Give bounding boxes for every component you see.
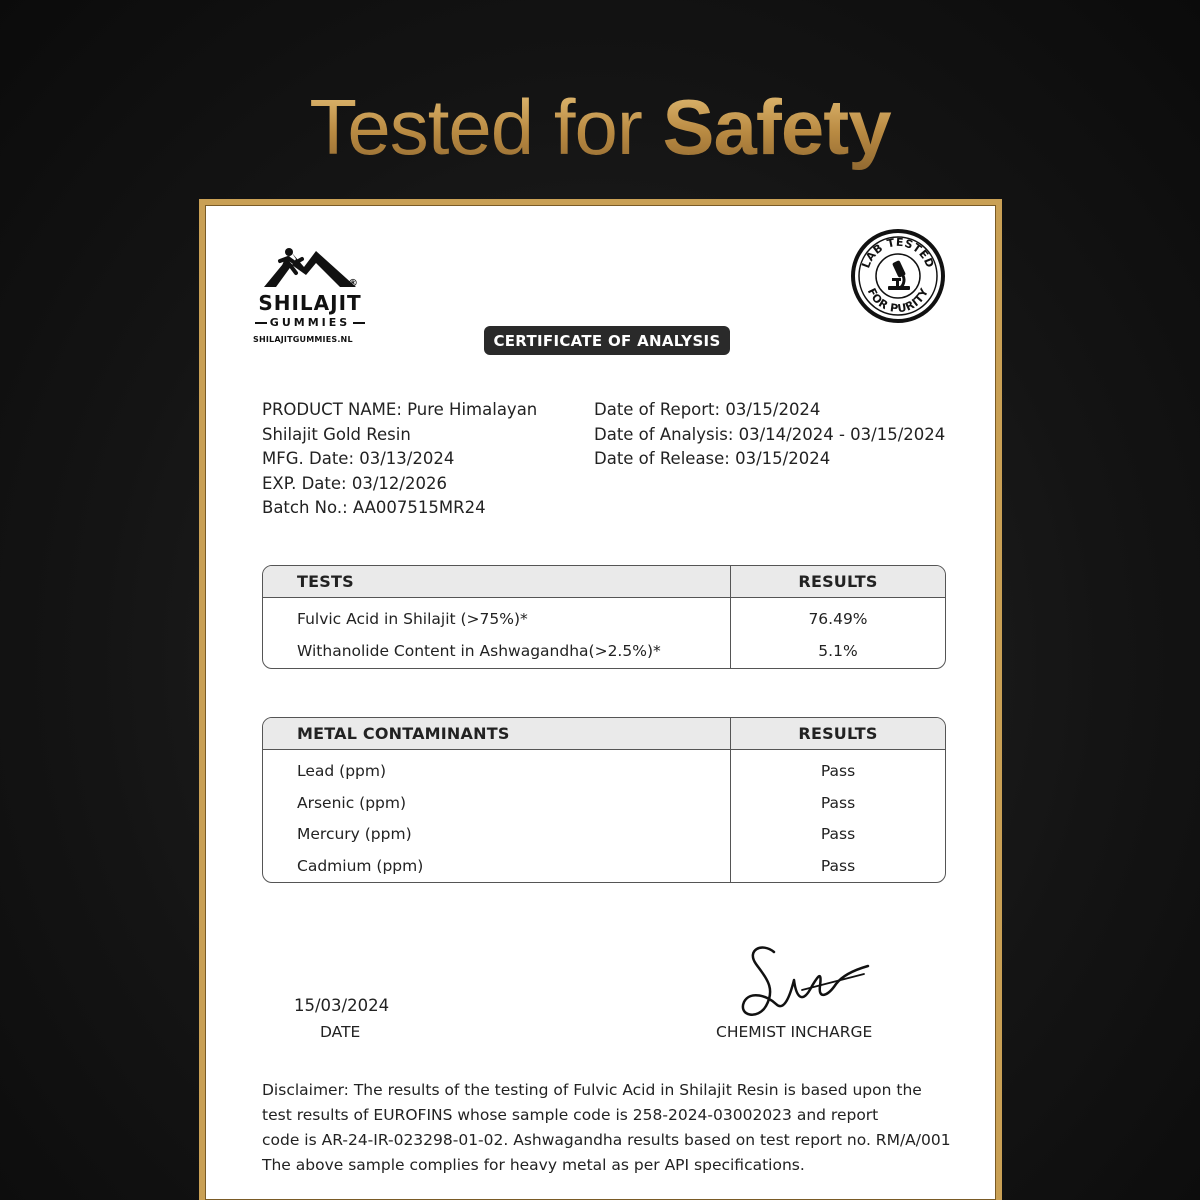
- batch-no: Batch No.: AA007515MR24: [262, 498, 486, 517]
- certificate-sheet: [199, 199, 1002, 1200]
- disclaimer-line: The above sample complies for heavy metal as per API specifications.: [262, 1156, 805, 1174]
- tests-header-name: TESTS: [263, 566, 731, 597]
- headline-bold: Safety: [662, 83, 891, 171]
- chemist-incharge-label: CHEMIST INCHARGE: [716, 1023, 873, 1041]
- table-row-name: Mercury (ppm): [297, 825, 412, 843]
- disclaimer-line: code is AR-24-IR-023298-01-02. Ashwagandha results based on test report no. RM/A/001: [262, 1131, 951, 1149]
- table-row-result: 76.49%: [808, 610, 868, 628]
- disclaimer-line: test results of EUROFINS whose sample code is 258-2024-03002023 and report: [262, 1106, 879, 1124]
- metals-header-name: METAL CONTAMINANTS: [263, 718, 731, 749]
- brand-sub-row: [245, 316, 375, 329]
- table-row-result: Pass: [820, 793, 856, 812]
- table-row-result: Pass: [820, 825, 856, 843]
- table-row-name: Fulvic Acid in Shilajit (>75%)*: [297, 610, 528, 628]
- mfg-date: MFG. Date: 03/13/2024: [262, 449, 455, 468]
- report-info: [594, 398, 994, 472]
- table-row-result: 5.1%: [818, 641, 858, 660]
- disclaimer-line: Disclaimer: The results of the testing of Fulvic Acid in Shilajit Resin is based upon the: [262, 1081, 922, 1099]
- tests-table: [262, 565, 946, 669]
- table-row-name: Lead (ppm): [297, 762, 387, 780]
- metals-header-result: RESULTS: [798, 724, 878, 743]
- signoff-date-label: DATE: [320, 1023, 361, 1041]
- metals-table-body: [263, 750, 945, 883]
- signoff-date-value: 15/03/2024: [294, 996, 390, 1015]
- headline-light: Tested for: [309, 83, 642, 171]
- badge-top-text: LAB TESTED: [859, 235, 937, 270]
- date-of-report: Date of Report: 03/15/2024: [594, 400, 821, 419]
- page-headline: [0, 82, 1200, 173]
- product-name-line: PRODUCT NAME: Pure Himalayan: [262, 400, 538, 419]
- registered-mark: ®: [348, 278, 358, 289]
- product-name-line-2: Shilajit Gold Resin: [262, 424, 411, 444]
- tests-table-header: [263, 566, 945, 598]
- date-of-release: Date of Release: 03/15/2024: [594, 449, 831, 468]
- mountain-logo-icon: [262, 245, 358, 289]
- brand-sub: GUMMIES: [269, 316, 351, 329]
- table-row-name: Withanolide Content in Ashwagandha(>2.5%)*: [297, 641, 661, 660]
- table-row-result: Pass: [820, 762, 856, 780]
- tests-header-result: RESULTS: [798, 572, 878, 591]
- exp-date: EXP. Date: 03/12/2026: [262, 473, 447, 493]
- brand-logo: [245, 245, 375, 344]
- chemist-signature: [732, 940, 872, 1025]
- product-info: [262, 398, 562, 521]
- date-of-analysis: Date of Analysis: 03/14/2024 - 03/15/2024: [594, 424, 946, 444]
- metals-table: [262, 717, 946, 883]
- disclaimer: [262, 1078, 992, 1178]
- metals-table-header: [263, 718, 945, 750]
- tests-table-body: [263, 598, 945, 669]
- lab-tested-badge: [850, 228, 946, 324]
- brand-website: SHILAJITGUMMIES.NL: [253, 335, 353, 344]
- certificate-title: CERTIFICATE OF ANALYSIS: [484, 326, 730, 355]
- table-row-name: Cadmium (ppm): [297, 856, 424, 875]
- table-row-name: Arsenic (ppm): [297, 793, 407, 812]
- table-row-result: Pass: [820, 856, 856, 875]
- brand-name: SHILAJIT: [258, 291, 362, 315]
- badge-bottom-text: FOR PURITY: [864, 286, 932, 316]
